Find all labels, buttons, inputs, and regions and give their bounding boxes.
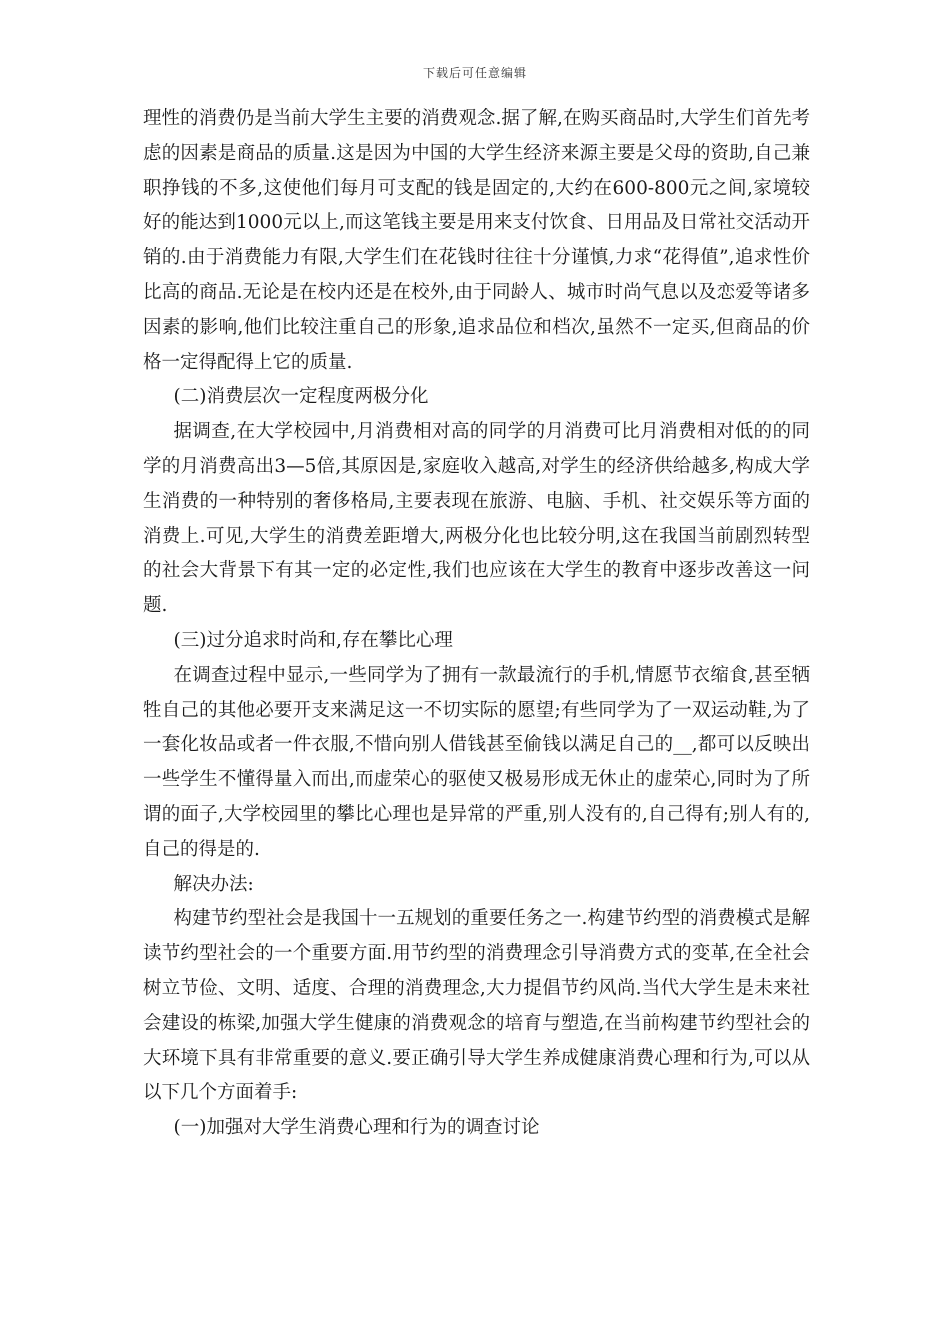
paragraph-consumption-rational: 理性的消费仍是当前大学生主要的消费观念.据了解,在购买商品时,大学生们首先考虑的因素是商品的质量.这是因为中国的大学生经济来源主要是父母的资助,自己兼职挣钱的不多,这使他们每月可支配的钱是固定的,大约在600-800元之间,家境较好的能达到1000元以上,而这笔钱主要是用来支付饮食、日用品及日常社交活动开销的.由于消费能力有限,大学生们在花钱时往往十分谨慎,力求“花得值”,追求性价比高的商品.无论是在校内还是在校外,由于同龄人、城市时尚气息以及恋爱等诸多因素的影响,他们比较注重自己的形象,追求品位和档次,虽然不一定买,但商品的价格一定得配得上它的质量. — [143, 108, 810, 373]
paragraph-fashion-comparison: 在调查过程中显示,一些同学为了拥有一款最流行的手机,情愿节衣缩食,甚至牺牲自己的其他必要开支来满足这一不切实际的愿望;有些同学为了一双运动鞋,为了一套化妆品或者一件衣服,不惜向别人借钱甚至偷钱以满足自己的__,都可以反映出一些学生不懂得量入而出,而虚荣心的驱使又极易形成无休止的虚荣心,同时为了所谓的面子,大学校园里的攀比心理也是异常的严重,别人没有的,自己得有;别人有的,自己的得是的. — [143, 664, 810, 860]
paragraph-polarization: 据调查,在大学校园中,月消费相对高的同学的月消费可比月消费相对低的的同学的月消费高出3—5倍,其原因是,家庭收入越高,对学生的经济供给越多,构成大学生消费的一种特别的奢侈格局,主要表现在旅游、电脑、手机、社交娱乐等方面的消费上.可见,大学生的消费差距增大,两极分化也比较分明,这在我国当前剧烈转型的社会大背景下有其一定的必定性,我们也应该在大学生的教育中逐步改善这一问题. — [143, 421, 810, 617]
section-heading-survey-discussion: (一)加强对大学生消费心理和行为的调查讨论 — [173, 1117, 540, 1139]
section-heading-polarization: (二)消费层次一定程度两极分化 — [173, 386, 429, 408]
paragraph-solutions: 构建节约型社会是我国十一五规划的重要任务之一.构建节约型的消费模式是解读节约型社会的一个重要方面.用节约型的消费理念引导消费方式的变革,在全社会树立节俭、文明、适度、合理的消费理念,大力提倡节约风尚.当代大学生是未来社会建设的栋梁,加强大学生健康的消费观念的培育与塑造,在当前构建节约型社会的大环境下具有非常重要的意义.要正确引导大学生养成健康消费心理和行为,可以从以下几个方面着手: — [143, 908, 810, 1104]
section-heading-solutions: 解决办法: — [173, 873, 254, 895]
page-header: 下载后可任意编辑 — [422, 66, 527, 80]
document-body — [143, 102, 810, 1146]
section-heading-fashion-comparison: (三)过分追求时尚和,存在攀比心理 — [173, 629, 453, 651]
